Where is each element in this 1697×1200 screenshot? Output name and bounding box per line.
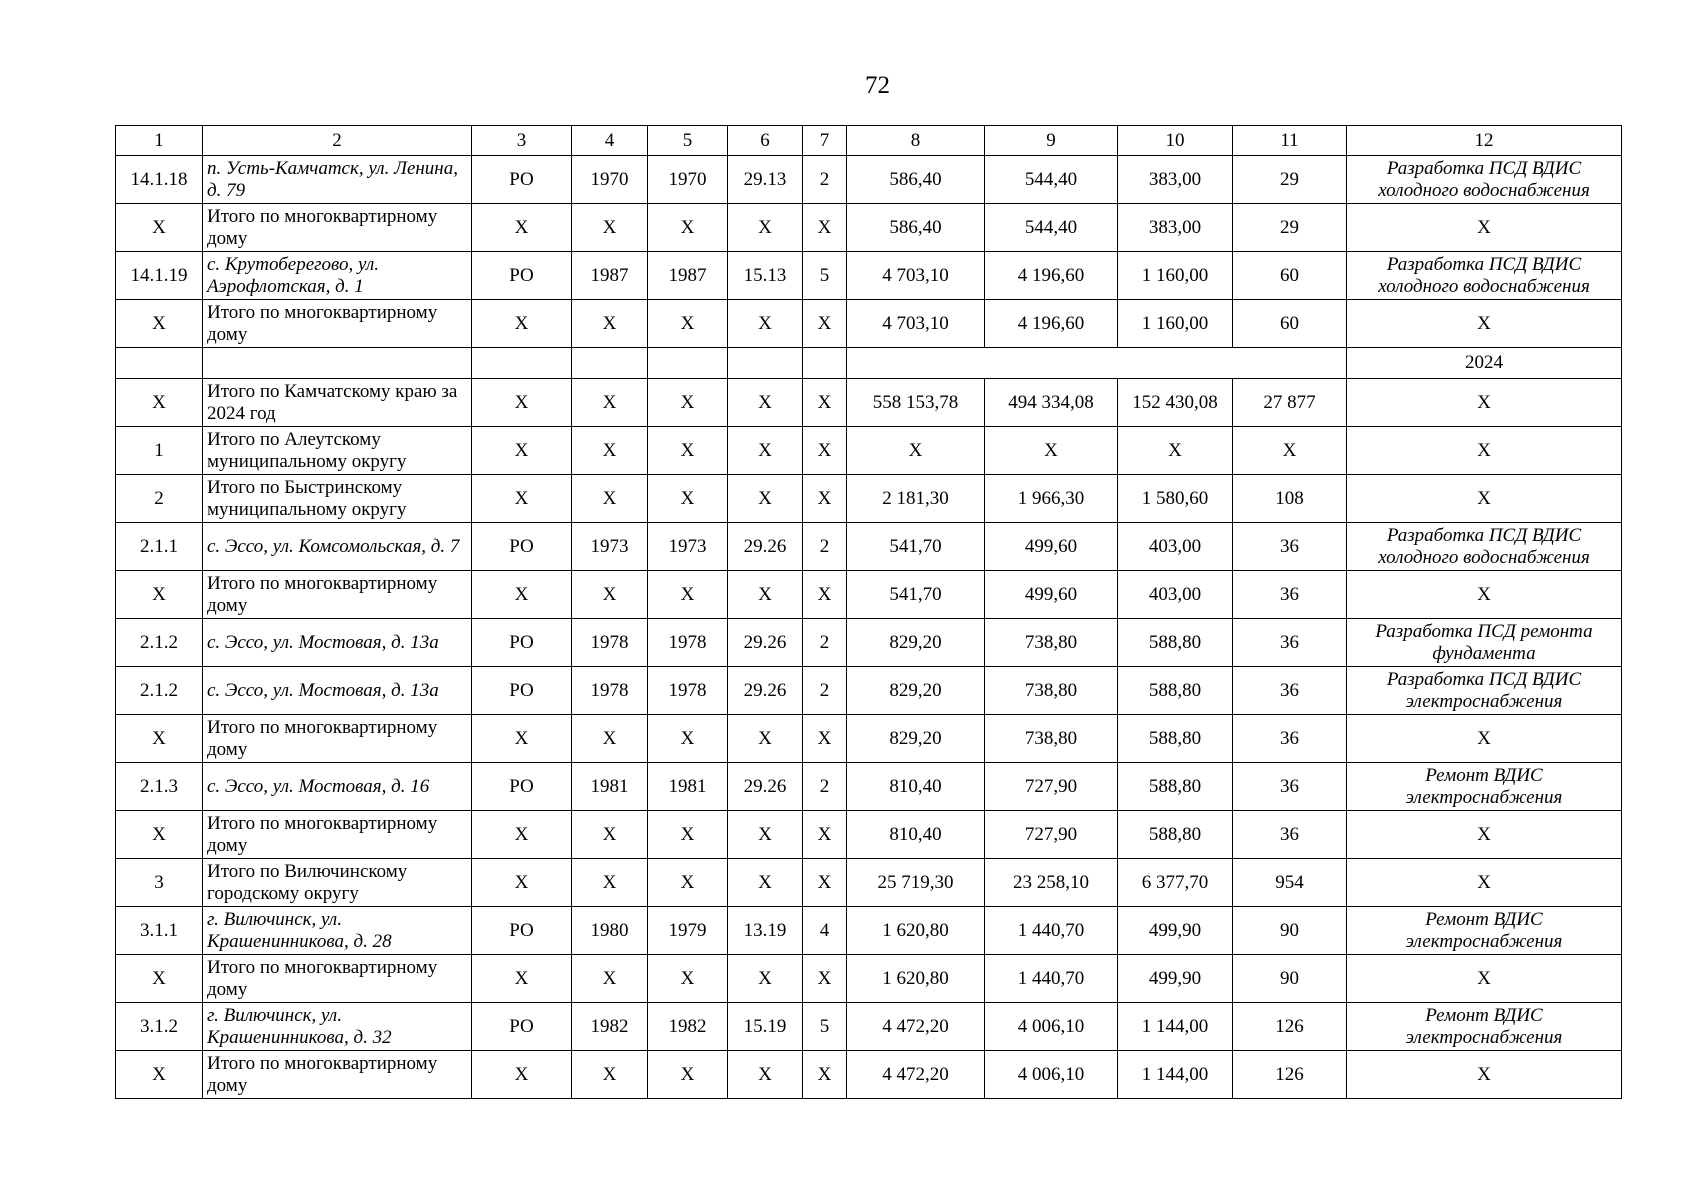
- column-number-header: 11: [1233, 126, 1347, 156]
- residents-cell: 90: [1233, 955, 1347, 1003]
- nonliving-area-cell: 588,80: [1118, 715, 1233, 763]
- floors-cell: X: [803, 204, 847, 252]
- year-commissioned-cell: X: [648, 1051, 728, 1099]
- total-row: [116, 379, 1622, 427]
- total-area-cell: 4 703,10: [847, 252, 985, 300]
- total-row: [116, 300, 1622, 348]
- owner-type-cell: X: [472, 475, 572, 523]
- year-commissioned-cell: X: [648, 715, 728, 763]
- nonliving-area-cell: 152 430,08: [1118, 379, 1233, 427]
- owner-type-cell: X: [472, 427, 572, 475]
- owner-type-cell: X: [472, 955, 572, 1003]
- address-cell: г. Вилючинск, ул. Крашенинникова, д. 28: [203, 907, 472, 955]
- work-type-cell: Ремонт ВДИС электроснабжения: [1347, 763, 1622, 811]
- nonliving-area-cell: 6 377,70: [1118, 859, 1233, 907]
- residents-cell: 36: [1233, 811, 1347, 859]
- total-area-cell: 541,70: [847, 571, 985, 619]
- living-area-cell: 738,80: [985, 619, 1118, 667]
- header-row: [116, 126, 1622, 156]
- total-area-cell: 558 153,78: [847, 379, 985, 427]
- year-commissioned-cell: 1982: [648, 1003, 728, 1051]
- residents-cell: 126: [1233, 1051, 1347, 1099]
- total-row: [116, 715, 1622, 763]
- wear-cell: X: [728, 300, 803, 348]
- year-built-cell: X: [572, 427, 648, 475]
- column-number-header: 5: [648, 126, 728, 156]
- total-area-cell: 829,20: [847, 619, 985, 667]
- nonliving-area-cell: 403,00: [1118, 571, 1233, 619]
- empty-cell: [847, 348, 1347, 379]
- total-area-cell: 541,70: [847, 523, 985, 571]
- year-built-cell: 1987: [572, 252, 648, 300]
- living-area-cell: 494 334,08: [985, 379, 1118, 427]
- living-area-cell: 727,90: [985, 811, 1118, 859]
- nonliving-area-cell: 1 580,60: [1118, 475, 1233, 523]
- floors-cell: 5: [803, 252, 847, 300]
- wear-cell: X: [728, 715, 803, 763]
- owner-type-cell: X: [472, 811, 572, 859]
- total-row: [116, 955, 1622, 1003]
- year-commissioned-cell: X: [648, 379, 728, 427]
- floors-cell: X: [803, 859, 847, 907]
- owner-type-cell: X: [472, 379, 572, 427]
- owner-type-cell: X: [472, 571, 572, 619]
- column-number-header: 7: [803, 126, 847, 156]
- total-area-cell: 4 703,10: [847, 300, 985, 348]
- total-area-cell: X: [847, 427, 985, 475]
- residents-cell: 60: [1233, 300, 1347, 348]
- nonliving-area-cell: 1 160,00: [1118, 300, 1233, 348]
- empty-cell: [728, 348, 803, 379]
- residents-cell: 60: [1233, 252, 1347, 300]
- year-commissioned-cell: 1978: [648, 667, 728, 715]
- owner-type-cell: X: [472, 859, 572, 907]
- floors-cell: X: [803, 811, 847, 859]
- wear-cell: 29.13: [728, 156, 803, 204]
- owner-type-cell: X: [472, 204, 572, 252]
- wear-cell: X: [728, 379, 803, 427]
- empty-cell: [472, 348, 572, 379]
- owner-type-cell: РО: [472, 523, 572, 571]
- total-row: [116, 811, 1622, 859]
- row-number-cell: X: [116, 955, 203, 1003]
- building-row: [116, 907, 1622, 955]
- owner-type-cell: РО: [472, 907, 572, 955]
- nonliving-area-cell: X: [1118, 427, 1233, 475]
- total-area-cell: 4 472,20: [847, 1051, 985, 1099]
- living-area-cell: 727,90: [985, 763, 1118, 811]
- total-area-cell: 829,20: [847, 715, 985, 763]
- row-number-cell: 3: [116, 859, 203, 907]
- total-area-cell: 4 472,20: [847, 1003, 985, 1051]
- row-number-cell: 2.1.2: [116, 667, 203, 715]
- year-commissioned-cell: X: [648, 475, 728, 523]
- year-built-cell: 1970: [572, 156, 648, 204]
- floors-cell: X: [803, 955, 847, 1003]
- year-built-cell: X: [572, 859, 648, 907]
- year-built-cell: X: [572, 955, 648, 1003]
- address-cell: с. Эссо, ул. Мостовая, д. 13а: [203, 619, 472, 667]
- total-row: [116, 859, 1622, 907]
- year-built-cell: X: [572, 571, 648, 619]
- living-area-cell: 544,40: [985, 204, 1118, 252]
- row-number-cell: 14.1.19: [116, 252, 203, 300]
- wear-cell: 29.26: [728, 523, 803, 571]
- living-area-cell: 499,60: [985, 571, 1118, 619]
- work-type-cell: X: [1347, 955, 1622, 1003]
- floors-cell: 2: [803, 523, 847, 571]
- row-number-cell: 2: [116, 475, 203, 523]
- row-number-cell: X: [116, 379, 203, 427]
- year-built-cell: X: [572, 204, 648, 252]
- wear-cell: 29.26: [728, 619, 803, 667]
- nonliving-area-cell: 403,00: [1118, 523, 1233, 571]
- building-row: [116, 523, 1622, 571]
- wear-cell: 29.26: [728, 667, 803, 715]
- address-cell: г. Вилючинск, ул. Крашенинникова, д. 32: [203, 1003, 472, 1051]
- total-area-cell: 1 620,80: [847, 907, 985, 955]
- work-type-cell: X: [1347, 715, 1622, 763]
- year-row: [116, 348, 1622, 379]
- total-row: [116, 204, 1622, 252]
- wear-cell: X: [728, 955, 803, 1003]
- building-row: [116, 252, 1622, 300]
- floors-cell: X: [803, 571, 847, 619]
- year-commissioned-cell: X: [648, 204, 728, 252]
- address-cell: Итого по многоквартирному дому: [203, 1051, 472, 1099]
- living-area-cell: 1 440,70: [985, 907, 1118, 955]
- wear-cell: X: [728, 475, 803, 523]
- address-cell: Итого по многоквартирному дому: [203, 571, 472, 619]
- residents-cell: 29: [1233, 204, 1347, 252]
- work-type-cell: X: [1347, 204, 1622, 252]
- year-built-cell: X: [572, 715, 648, 763]
- column-number-header: 3: [472, 126, 572, 156]
- floors-cell: X: [803, 379, 847, 427]
- address-cell: Итого по Алеутскому муниципальному округу: [203, 427, 472, 475]
- year-built-cell: X: [572, 379, 648, 427]
- page-number: 72: [865, 72, 890, 99]
- year-built-cell: X: [572, 1051, 648, 1099]
- year-commissioned-cell: X: [648, 300, 728, 348]
- address-cell: с. Эссо, ул. Мостовая, д. 13а: [203, 667, 472, 715]
- year-commissioned-cell: 1979: [648, 907, 728, 955]
- work-type-cell: X: [1347, 1051, 1622, 1099]
- row-number-cell: 2.1.1: [116, 523, 203, 571]
- work-type-cell: Разработка ПСД ВДИС холодного водоснабжения: [1347, 252, 1622, 300]
- living-area-cell: 738,80: [985, 715, 1118, 763]
- floors-cell: 2: [803, 667, 847, 715]
- building-row: [116, 619, 1622, 667]
- year-commissioned-cell: 1973: [648, 523, 728, 571]
- nonliving-area-cell: 1 160,00: [1118, 252, 1233, 300]
- column-number-header: 8: [847, 126, 985, 156]
- work-type-cell: Ремонт ВДИС электроснабжения: [1347, 1003, 1622, 1051]
- residents-cell: 27 877: [1233, 379, 1347, 427]
- work-type-cell: X: [1347, 475, 1622, 523]
- year-built-cell: 1980: [572, 907, 648, 955]
- owner-type-cell: X: [472, 300, 572, 348]
- wear-cell: X: [728, 811, 803, 859]
- floors-cell: X: [803, 1051, 847, 1099]
- work-type-cell: Разработка ПСД ВДИС холодного водоснабжения: [1347, 523, 1622, 571]
- building-row: [116, 156, 1622, 204]
- year-built-cell: 1981: [572, 763, 648, 811]
- address-cell: с. Крутоберегово, ул. Аэрофлотская, д. 1: [203, 252, 472, 300]
- address-cell: с. Эссо, ул. Мостовая, д. 16: [203, 763, 472, 811]
- nonliving-area-cell: 588,80: [1118, 763, 1233, 811]
- living-area-cell: 499,60: [985, 523, 1118, 571]
- residents-cell: X: [1233, 427, 1347, 475]
- total-row: [116, 571, 1622, 619]
- year-commissioned-cell: 1970: [648, 156, 728, 204]
- address-cell: Итого по Вилючинскому городскому округу: [203, 859, 472, 907]
- residents-cell: 36: [1233, 523, 1347, 571]
- year-commissioned-cell: X: [648, 811, 728, 859]
- wear-cell: X: [728, 204, 803, 252]
- row-number-cell: 3.1.1: [116, 907, 203, 955]
- empty-cell: [116, 348, 203, 379]
- address-cell: Итого по Камчатскому краю за 2024 год: [203, 379, 472, 427]
- work-type-cell: X: [1347, 300, 1622, 348]
- living-area-cell: X: [985, 427, 1118, 475]
- column-number-header: 4: [572, 126, 648, 156]
- residents-cell: 36: [1233, 667, 1347, 715]
- residents-cell: 36: [1233, 715, 1347, 763]
- address-cell: Итого по многоквартирному дому: [203, 811, 472, 859]
- work-type-cell: X: [1347, 571, 1622, 619]
- work-type-cell: Разработка ПСД ВДИС электроснабжения: [1347, 667, 1622, 715]
- year-commissioned-cell: X: [648, 427, 728, 475]
- work-type-cell: X: [1347, 859, 1622, 907]
- empty-cell: [803, 348, 847, 379]
- wear-cell: 29.26: [728, 763, 803, 811]
- residents-cell: 108: [1233, 475, 1347, 523]
- total-row: [116, 427, 1622, 475]
- total-area-cell: 1 620,80: [847, 955, 985, 1003]
- address-cell: Итого по Быстринскому муниципальному округу: [203, 475, 472, 523]
- column-number-header: 12: [1347, 126, 1622, 156]
- total-area-cell: 2 181,30: [847, 475, 985, 523]
- address-cell: Итого по многоквартирному дому: [203, 300, 472, 348]
- wear-cell: 15.19: [728, 1003, 803, 1051]
- wear-cell: 13.19: [728, 907, 803, 955]
- wear-cell: X: [728, 427, 803, 475]
- living-area-cell: 1 440,70: [985, 955, 1118, 1003]
- nonliving-area-cell: 588,80: [1118, 619, 1233, 667]
- total-row: [116, 475, 1622, 523]
- year-built-cell: 1978: [572, 667, 648, 715]
- floors-cell: 2: [803, 619, 847, 667]
- work-type-cell: X: [1347, 379, 1622, 427]
- work-type-cell: Разработка ПСД ВДИС холодного водоснабжения: [1347, 156, 1622, 204]
- floors-cell: 4: [803, 907, 847, 955]
- column-number-header: 2: [203, 126, 472, 156]
- residents-cell: 36: [1233, 571, 1347, 619]
- empty-cell: [648, 348, 728, 379]
- address-cell: п. Усть-Камчатск, ул. Ленина, д. 79: [203, 156, 472, 204]
- year-commissioned-cell: 1978: [648, 619, 728, 667]
- residents-cell: 36: [1233, 619, 1347, 667]
- floors-cell: X: [803, 427, 847, 475]
- work-type-cell: X: [1347, 811, 1622, 859]
- owner-type-cell: РО: [472, 1003, 572, 1051]
- address-cell: Итого по многоквартирному дому: [203, 715, 472, 763]
- work-type-cell: Разработка ПСД ремонта фундамента: [1347, 619, 1622, 667]
- nonliving-area-cell: 383,00: [1118, 156, 1233, 204]
- year-built-cell: 1978: [572, 619, 648, 667]
- year-built-cell: 1973: [572, 523, 648, 571]
- building-row: [116, 763, 1622, 811]
- floors-cell: X: [803, 475, 847, 523]
- residents-cell: 90: [1233, 907, 1347, 955]
- column-number-header: 6: [728, 126, 803, 156]
- empty-cell: [203, 348, 472, 379]
- row-number-cell: 2.1.3: [116, 763, 203, 811]
- living-area-cell: 738,80: [985, 667, 1118, 715]
- owner-type-cell: X: [472, 715, 572, 763]
- wear-cell: X: [728, 571, 803, 619]
- nonliving-area-cell: 588,80: [1118, 811, 1233, 859]
- wear-cell: X: [728, 1051, 803, 1099]
- owner-type-cell: РО: [472, 667, 572, 715]
- capital-repair-table: [115, 125, 1622, 1099]
- owner-type-cell: X: [472, 1051, 572, 1099]
- work-type-cell: X: [1347, 427, 1622, 475]
- row-number-cell: X: [116, 715, 203, 763]
- total-row: [116, 1051, 1622, 1099]
- living-area-cell: 1 966,30: [985, 475, 1118, 523]
- column-number-header: 10: [1118, 126, 1233, 156]
- owner-type-cell: РО: [472, 619, 572, 667]
- year-built-cell: 1982: [572, 1003, 648, 1051]
- total-area-cell: 810,40: [847, 763, 985, 811]
- year-commissioned-cell: 1987: [648, 252, 728, 300]
- year-commissioned-cell: X: [648, 571, 728, 619]
- floors-cell: 2: [803, 763, 847, 811]
- year-built-cell: X: [572, 811, 648, 859]
- column-number-header: 9: [985, 126, 1118, 156]
- residents-cell: 29: [1233, 156, 1347, 204]
- row-number-cell: X: [116, 204, 203, 252]
- year-built-cell: X: [572, 300, 648, 348]
- floors-cell: 5: [803, 1003, 847, 1051]
- total-area-cell: 829,20: [847, 667, 985, 715]
- living-area-cell: 4 006,10: [985, 1051, 1118, 1099]
- residents-cell: 954: [1233, 859, 1347, 907]
- wear-cell: X: [728, 859, 803, 907]
- address-cell: с. Эссо, ул. Комсомольская, д. 7: [203, 523, 472, 571]
- total-area-cell: 810,40: [847, 811, 985, 859]
- living-area-cell: 4 006,10: [985, 1003, 1118, 1051]
- address-cell: Итого по многоквартирному дому: [203, 204, 472, 252]
- address-cell: Итого по многоквартирному дому: [203, 955, 472, 1003]
- nonliving-area-cell: 499,90: [1118, 907, 1233, 955]
- year-commissioned-cell: X: [648, 859, 728, 907]
- row-number-cell: 3.1.2: [116, 1003, 203, 1051]
- row-number-cell: 2.1.2: [116, 619, 203, 667]
- living-area-cell: 23 258,10: [985, 859, 1118, 907]
- row-number-cell: X: [116, 811, 203, 859]
- nonliving-area-cell: 1 144,00: [1118, 1003, 1233, 1051]
- row-number-cell: X: [116, 1051, 203, 1099]
- building-row: [116, 667, 1622, 715]
- living-area-cell: 4 196,60: [985, 252, 1118, 300]
- nonliving-area-cell: 383,00: [1118, 204, 1233, 252]
- living-area-cell: 544,40: [985, 156, 1118, 204]
- row-number-cell: 1: [116, 427, 203, 475]
- nonliving-area-cell: 499,90: [1118, 955, 1233, 1003]
- year-label: 2024: [1347, 348, 1622, 379]
- owner-type-cell: РО: [472, 763, 572, 811]
- row-number-cell: 14.1.18: [116, 156, 203, 204]
- floors-cell: X: [803, 715, 847, 763]
- year-commissioned-cell: X: [648, 955, 728, 1003]
- work-type-cell: Ремонт ВДИС электроснабжения: [1347, 907, 1622, 955]
- floors-cell: X: [803, 300, 847, 348]
- residents-cell: 36: [1233, 763, 1347, 811]
- wear-cell: 15.13: [728, 252, 803, 300]
- empty-cell: [572, 348, 648, 379]
- nonliving-area-cell: 588,80: [1118, 667, 1233, 715]
- year-commissioned-cell: 1981: [648, 763, 728, 811]
- year-built-cell: X: [572, 475, 648, 523]
- owner-type-cell: РО: [472, 252, 572, 300]
- building-row: [116, 1003, 1622, 1051]
- total-area-cell: 586,40: [847, 204, 985, 252]
- floors-cell: 2: [803, 156, 847, 204]
- row-number-cell: X: [116, 300, 203, 348]
- owner-type-cell: РО: [472, 156, 572, 204]
- total-area-cell: 25 719,30: [847, 859, 985, 907]
- column-number-header: 1: [116, 126, 203, 156]
- residents-cell: 126: [1233, 1003, 1347, 1051]
- total-area-cell: 586,40: [847, 156, 985, 204]
- row-number-cell: X: [116, 571, 203, 619]
- nonliving-area-cell: 1 144,00: [1118, 1051, 1233, 1099]
- living-area-cell: 4 196,60: [985, 300, 1118, 348]
